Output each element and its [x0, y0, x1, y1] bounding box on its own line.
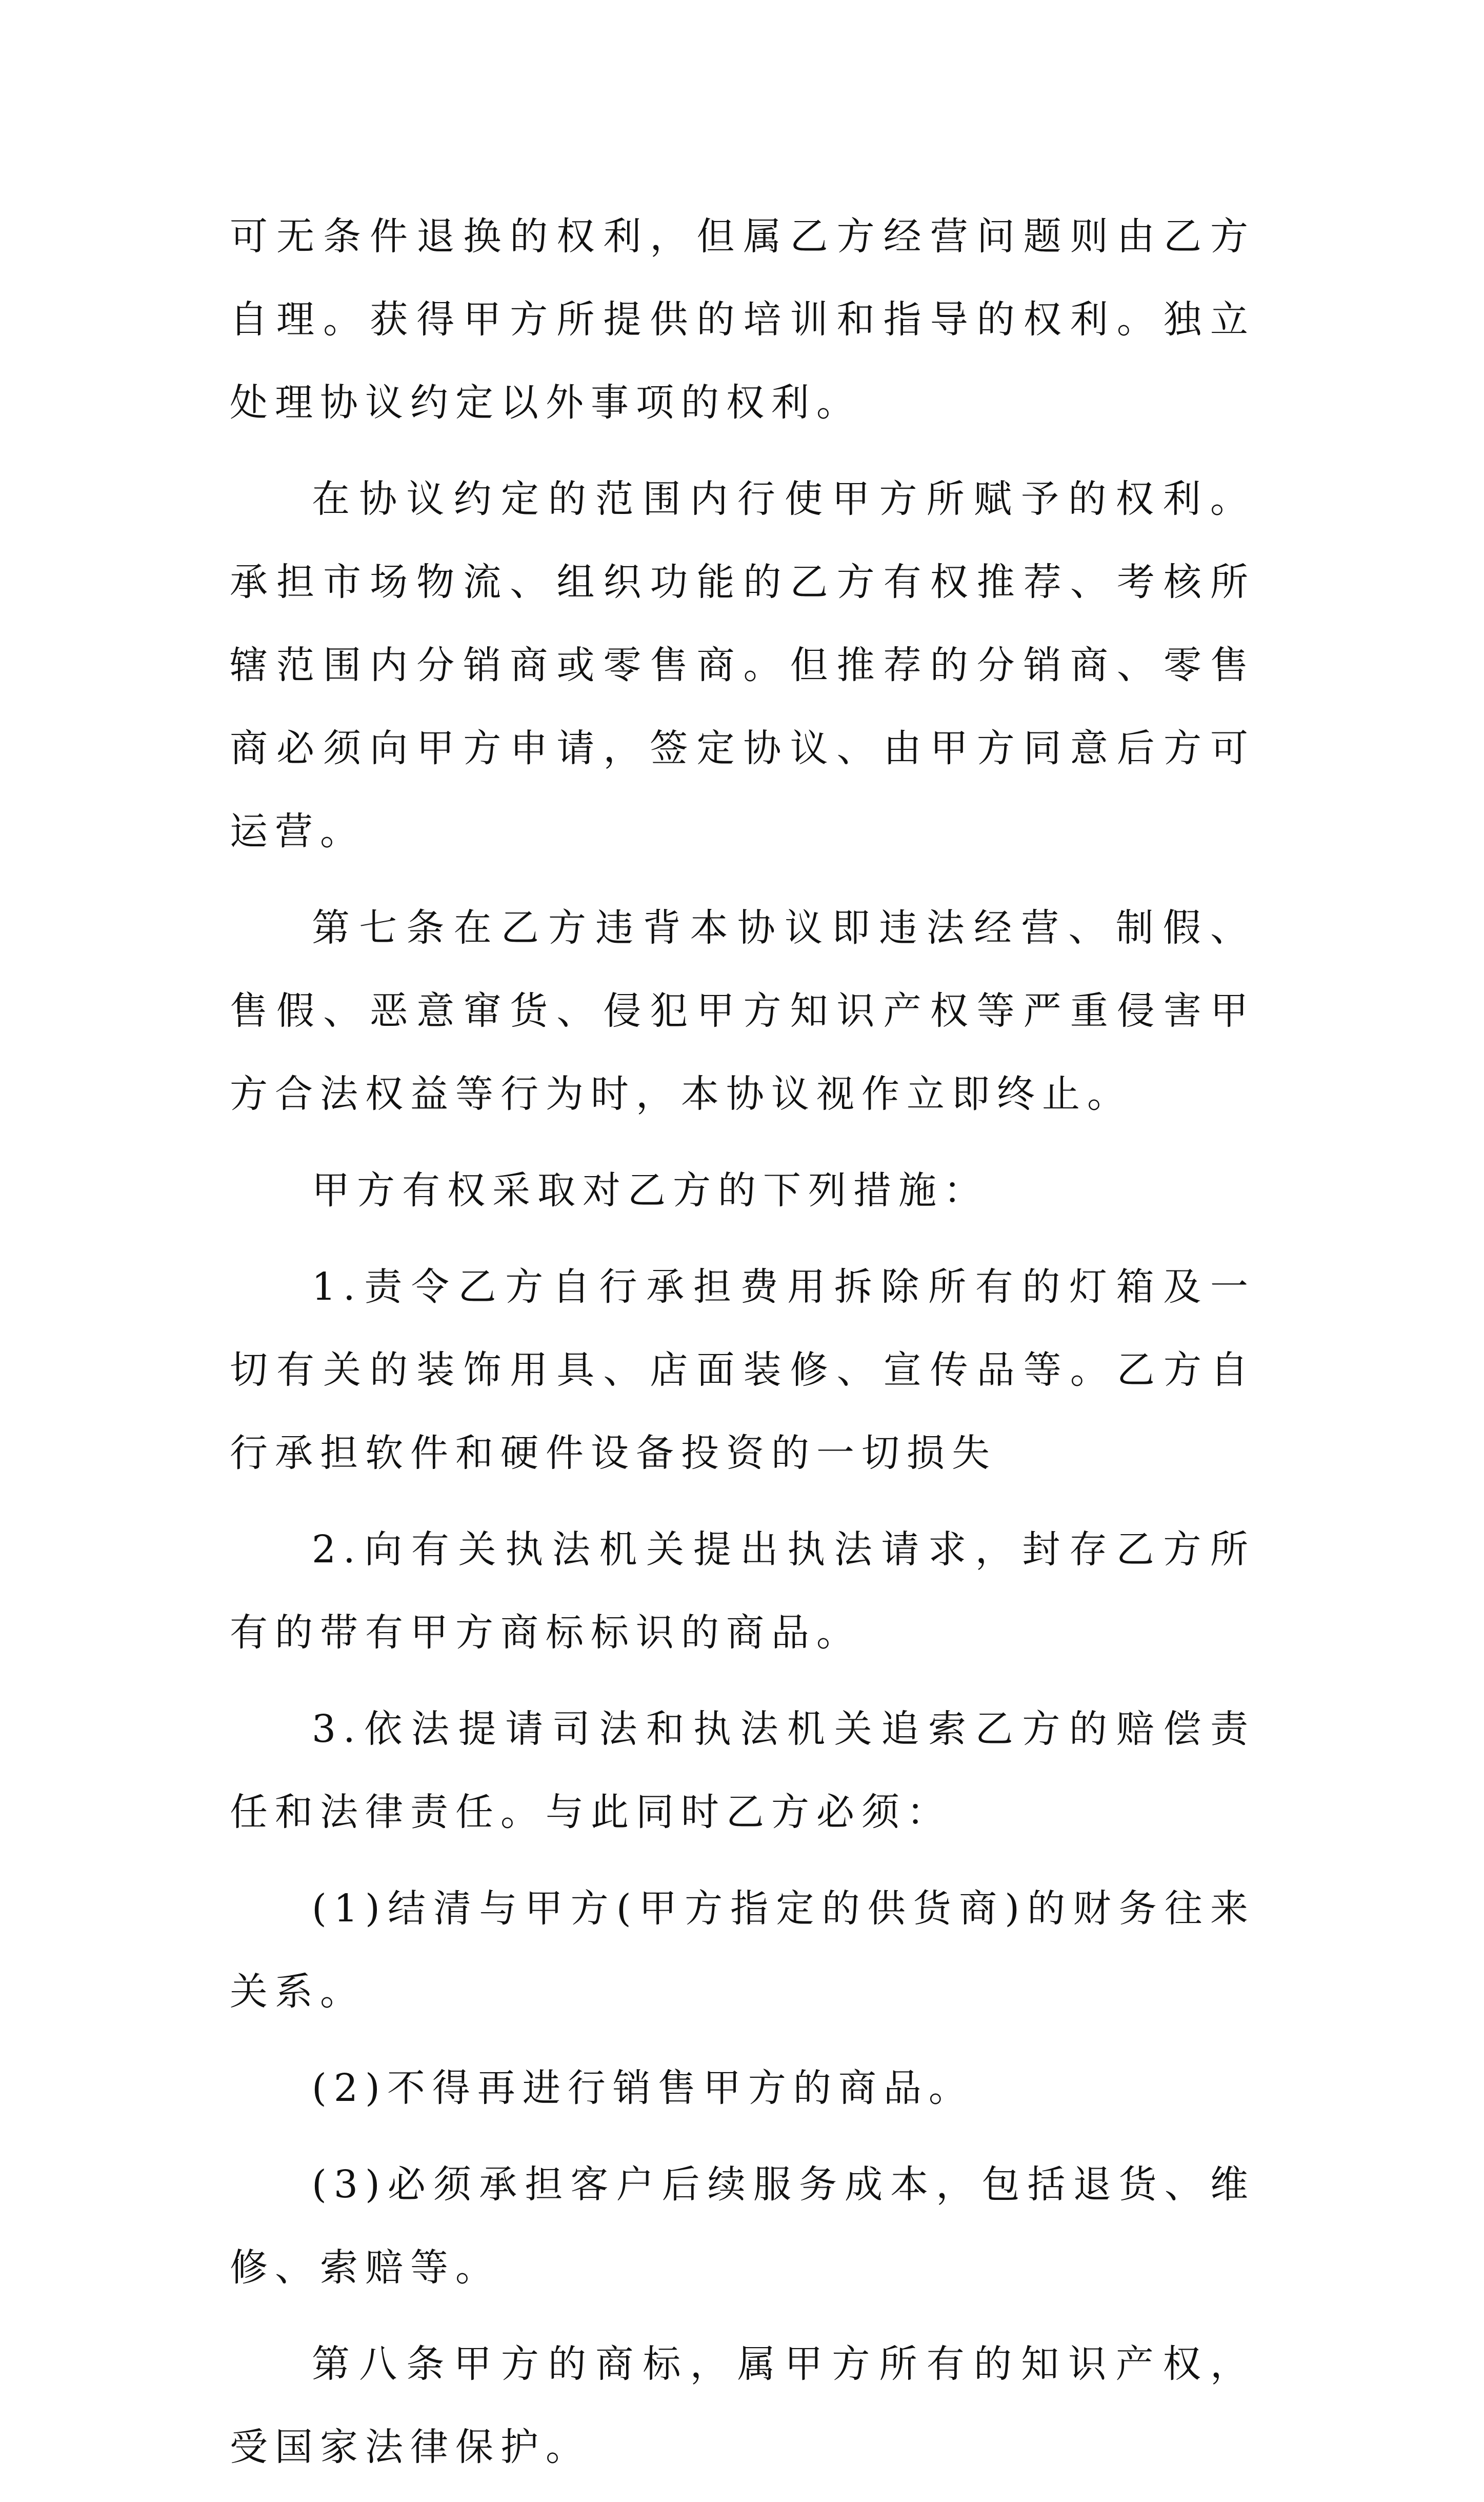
paragraph-article-8-trademark: 第八条甲方的商标，属甲方所有的知识产权，受国家法律保护。 — [230, 2342, 1255, 2469]
list-item-measure-3: 3.依法提请司法和执法机关追索乙方的赔偿责任和法律责任。与此同时乙方必须： — [230, 1707, 1255, 1834]
list-item-obligation-2: (2)不得再进行销售甲方的商品。 — [312, 2066, 974, 2110]
paragraph-rights-recommend-distributors: 在协议约定的范围内行使甲方所赋予的权利。承担市场物流、组织功能的乙方有权推荐、考核所辖范围内分销商或零售商。但推荐的分销商、零售商必须向甲方申请，签定协议、由甲方同意后方可运营。 — [230, 477, 1255, 853]
paragraph-measures-intro: 甲方有权采取对乙方的下列措施： — [312, 1168, 989, 1213]
list-item-obligation-3: (3)必须承担客户后续服务成本，包括退货、维修、索赔等。 — [230, 2162, 1255, 2290]
document-page — [230, 195, 1255, 2502]
list-item-measure-1: 1.责令乙方自行承担费用拆除所有的灯箱及一切有关的装饰用具、店面装修、宣传品等。乙方自行承担软件和硬件设备投资的一切损失 — [230, 1265, 1255, 1475]
paragraph-rights-exchange-training: 可无条件退换的权利，但属乙方经营问题则由乙方自理。获得甲方所提供的培训和指导的权利。独立处理协议约定以外事项的权利。 — [230, 214, 1255, 425]
list-item-measure-2: 2.向有关执法机关提出执法请求，封存乙方所有的带有甲方商标标识的商品。 — [230, 1527, 1255, 1655]
list-item-obligation-1: (1)结清与甲方(甲方指定的供货商)的财务往来关系。 — [230, 1887, 1255, 2014]
paragraph-article-7-termination: 第七条在乙方违背本协议即违法经营、制假、售假、恶意窜货、侵犯甲方知识产权等严重侵害甲方合法权益等行为时，本协议视作立即终止。 — [230, 906, 1255, 1116]
